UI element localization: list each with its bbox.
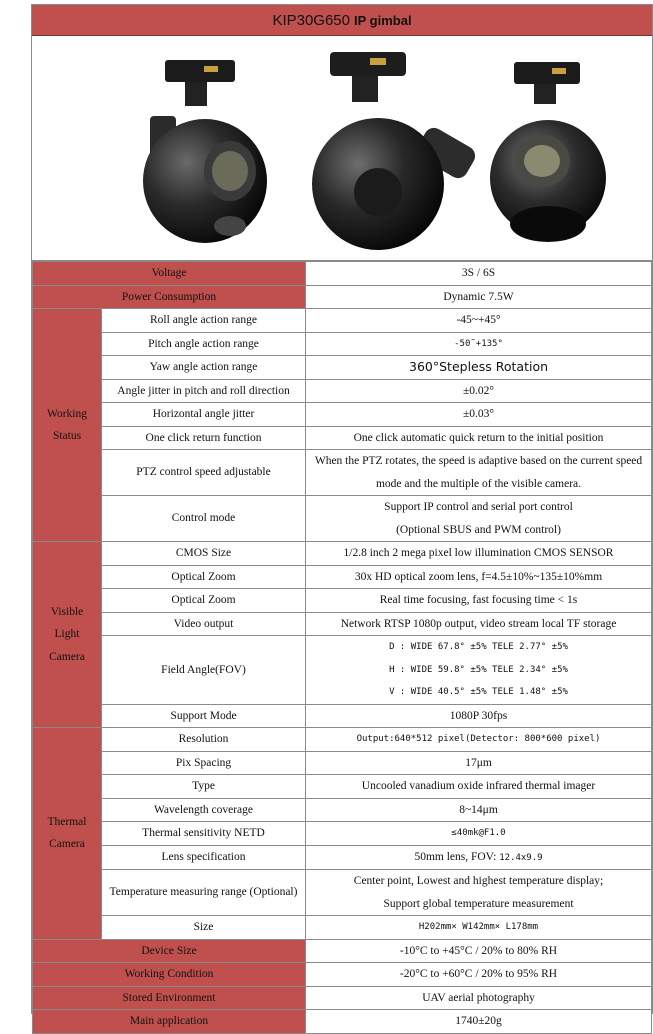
spec-value: 3S / 6S [306,262,652,286]
section-name-line: Camera [49,650,85,663]
spec-label: Optical Zoom [102,589,306,613]
section-name-line: Status [52,430,82,442]
spec-label: CMOS Size [102,542,306,566]
spec-sheet [31,4,653,1027]
section-name [33,728,102,940]
title-bar [32,5,652,36]
spec-row [33,332,652,356]
spec-row [33,450,652,496]
spec-row [33,916,652,940]
spec-label: Resolution [102,728,306,752]
section-name-line: Thermal [47,815,87,828]
section-name-line: Camera [49,838,85,851]
spec-label: Yaw angle action range [102,356,306,380]
spec-row [33,356,652,380]
spec-value: ±0.02° [306,379,652,403]
spec-value [306,636,652,705]
spec-row [33,963,652,987]
spec-row [33,542,652,566]
spec-value-line: Center point, Lowest and highest temperature display; [353,875,604,887]
spec-row [33,986,652,1010]
spec-value-line: D : WIDE 67.8° ±5% TELE 2.77° ±5% [389,642,568,652]
spec-label: Angle jitter in pitch and roll direction [102,379,306,403]
spec-value: One click automatic quick return to the initial position [306,426,652,450]
gimbal-rear-view-image [290,44,480,256]
spec-row [33,403,652,427]
spec-label: Control mode [102,496,306,542]
spec-value [306,870,652,916]
spec-value: 1740±20g [306,1010,652,1034]
spec-value: 30x HD optical zoom lens, f=4.5±10%~135±10%mm [306,565,652,589]
gimbal-side-view-image [130,56,280,256]
spec-value: ≤40mk@F1.0 [306,822,652,846]
spec-value-prefix: 50mm lens, FOV: [414,850,500,863]
spec-label: Wavelength coverage [102,798,306,822]
spec-value: Real time focusing, fast focusing time < 1s [306,589,652,613]
spec-label: Type [102,775,306,799]
spec-value: 17μm [306,751,652,775]
spec-label: Pitch angle action range [102,332,306,356]
spec-label: Main application [33,1010,306,1034]
spec-value: 1/2.8 inch 2 mega pixel low illumination CMOS SENSOR [306,542,652,566]
spec-row [33,775,652,799]
spec-value: 8~14μm [306,798,652,822]
spec-row [33,565,652,589]
spec-value-line: Support IP control and serial port control [384,501,573,513]
spec-value-line: Support global temperature measurement [383,897,574,910]
spec-value: Dynamic 7.5W [306,285,652,309]
spec-row [33,870,652,916]
spec-row [33,798,652,822]
spec-value-line: V : WIDE 40.5° ±5% TELE 1.48° ±5% [389,687,568,697]
spec-table [32,261,652,1034]
spec-label: Optical Zoom [102,565,306,589]
spec-value: H202mm× W142mm× L178mm [306,916,652,940]
spec-row [33,379,652,403]
spec-value [306,496,652,542]
spec-value-line: mode and the multiple of the visible camera. [375,477,582,490]
spec-value: Network RTSP 1080p output, video stream local TF storage [306,612,652,636]
spec-value-line: H : WIDE 59.8° ±5% TELE 2.34° ±5% [389,664,568,675]
spec-value: -50˜+135° [306,332,652,356]
section-name [33,309,102,542]
spec-value [306,450,652,496]
product-model: KIP30G650 [272,11,350,29]
spec-row [33,285,652,309]
spec-row [33,496,652,542]
spec-label: Thermal sensitivity NETD [102,822,306,846]
spec-label: Horizontal angle jitter [102,403,306,427]
spec-label: One click return function [102,426,306,450]
spec-label: Size [102,916,306,940]
spec-label: Field Angle(FOV) [102,636,306,705]
spec-value: Output:640*512 pixel(Detector: 800*600 pixel) [306,728,652,752]
section-name-line: Light [54,628,80,641]
spec-row [33,636,652,705]
spec-label: Support Mode [102,704,306,728]
spec-row [33,704,652,728]
spec-value [306,845,652,870]
spec-row [33,728,652,752]
spec-value-line: When the PTZ rotates, the speed is adaptive based on the current speed [314,455,643,467]
spec-value: 1080P 30fps [306,704,652,728]
spec-label: Lens specification [102,845,306,870]
spec-value: Uncooled vanadium oxide infrared thermal imager [306,775,652,799]
spec-label: Device Size [33,939,306,963]
section-name [33,542,102,728]
spec-row [33,751,652,775]
spec-row [33,262,652,286]
spec-value: ±0.03° [306,403,652,427]
spec-value: -20°C to +60°C / 20% to 95% RH [306,963,652,987]
spec-value: UAV aerial photography [306,986,652,1010]
spec-row [33,939,652,963]
spec-label: Stored Environment [33,986,306,1010]
spec-label: Video output [102,612,306,636]
gimbal-front-view-image [480,56,620,256]
product-photo-area [32,36,652,261]
spec-row [33,822,652,846]
spec-label: Pix Spacing [102,751,306,775]
spec-label: Power Consumption [33,285,306,309]
spec-value: -45~+45° [306,309,652,333]
spec-label: Voltage [33,262,306,286]
spec-label: Roll angle action range [102,309,306,333]
spec-row [33,1010,652,1034]
spec-label: Temperature measuring range (Optional) [102,870,306,916]
spec-row [33,426,652,450]
spec-row [33,589,652,613]
spec-label: PTZ control speed adjustable [102,450,306,496]
spec-value-line: (Optional SBUS and PWM control) [396,523,561,536]
spec-label: Working Condition [33,963,306,987]
spec-row [33,309,652,333]
spec-value-suffix: 12.4x9.9 [499,852,543,863]
section-name-line: Visible [50,605,84,618]
section-name-line: Working [47,407,87,420]
product-type: IP gimbal [354,12,412,28]
spec-value: -10°C to +45°C / 20% to 80% RH [306,939,652,963]
spec-value: 360°Stepless Rotation [306,356,652,380]
spec-row [33,845,652,870]
spec-row [33,612,652,636]
